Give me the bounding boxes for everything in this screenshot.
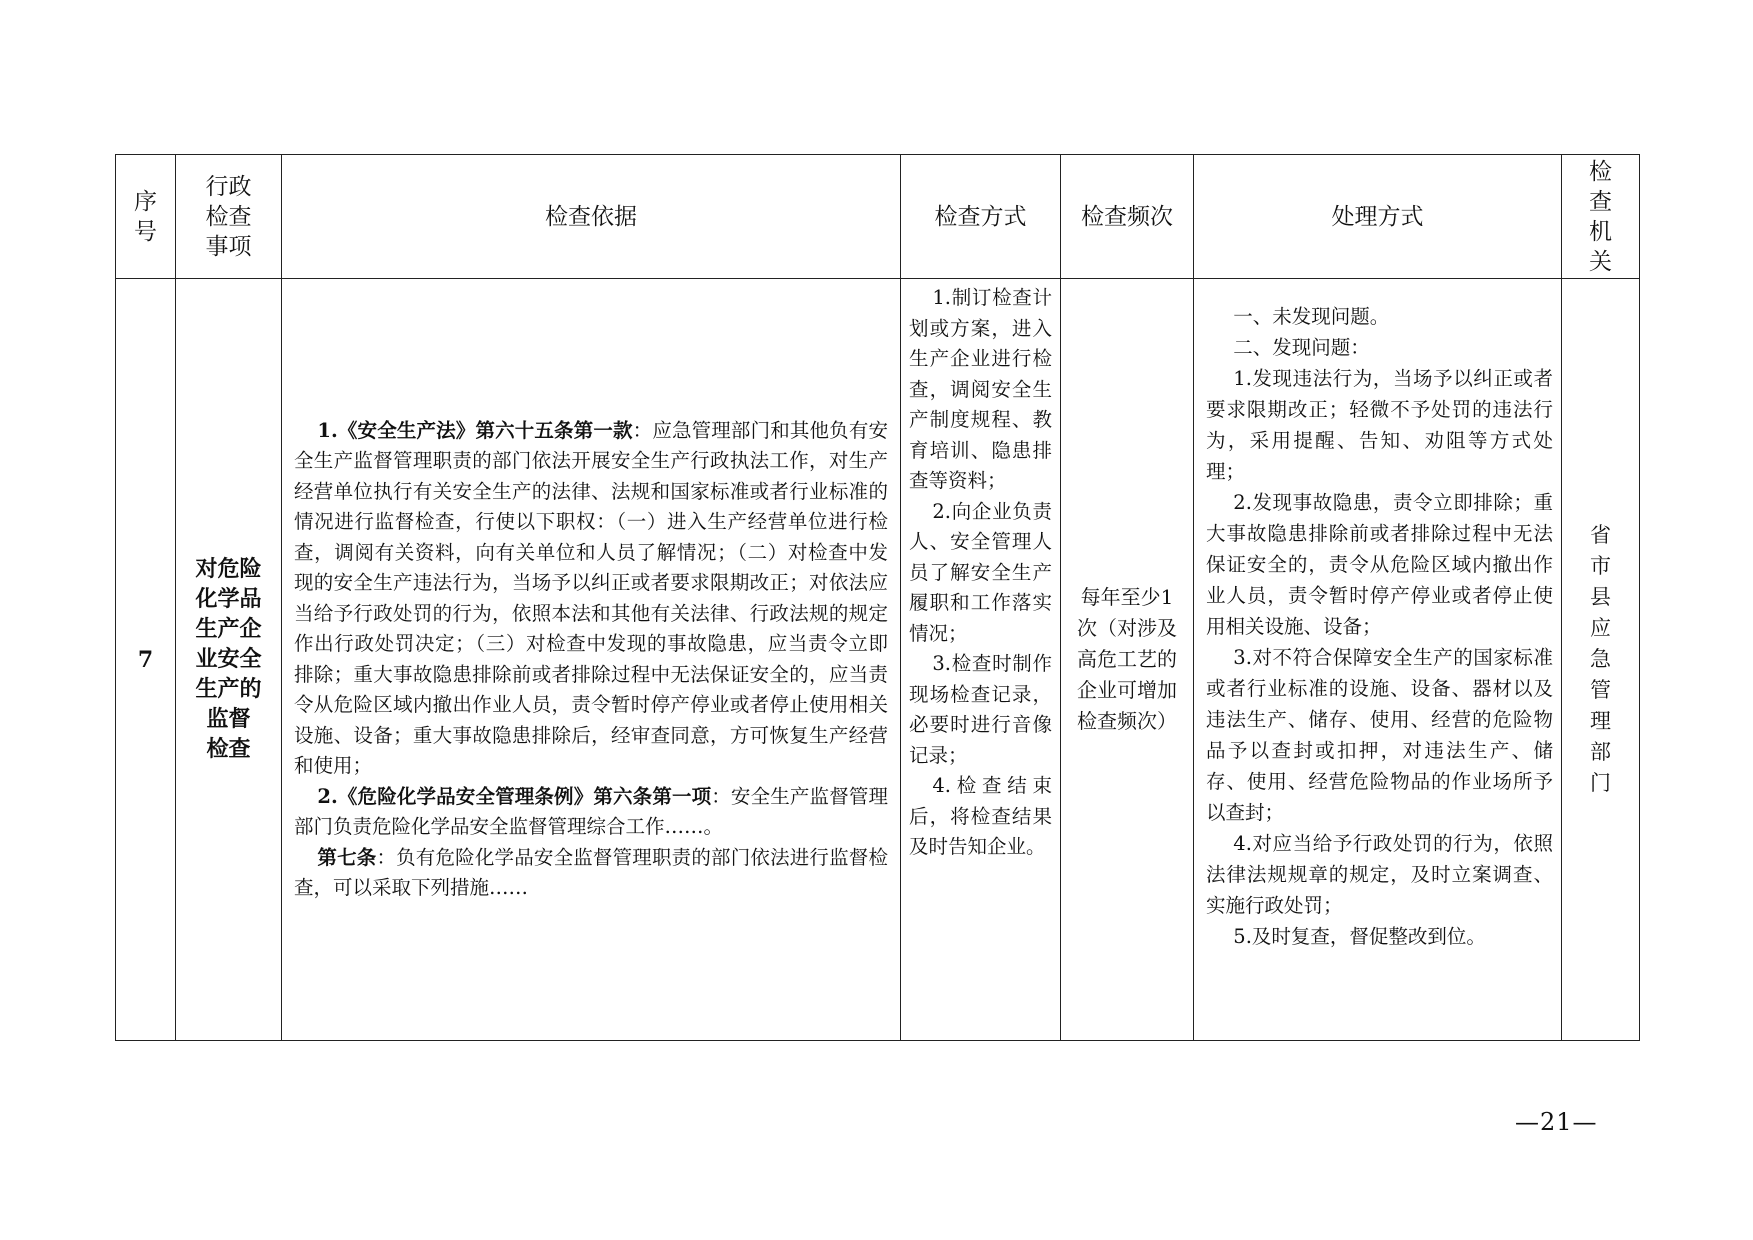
row-handling (1194, 279, 1562, 1041)
basis-paragraph-3 (294, 843, 888, 904)
handling-line: 3.对不符合保障安全生产的国家标准或者行业标准的设施、设备、器材以及违法生产、储存、使用、经营的危险物品予以查封或扣押，对违法生产、储存、使用、经营危险物品的作业场所予以查封； (1206, 646, 1553, 824)
basis-paragraph-1 (294, 416, 888, 782)
table-row (116, 279, 1640, 1041)
basis-text-3: ：负有危险化学品安全监督管理职责的部门依法进行监督检查，可以采取下列措施…… (294, 845, 888, 899)
method-step: 2.向企业负责人、安全管理人员了解安全生产履职和工作落实情况； (909, 499, 1052, 645)
header-frequency: 检查频次 (1061, 155, 1194, 279)
method-step: 1.制订检查计划或方案，进入生产企业进行检查，调阅安全生产制度规程、教育培训、隐患排查等资料； (909, 286, 1052, 492)
page-number: —21— (1515, 1108, 1598, 1136)
basis-text-1: ：应急管理部门和其他负有安全生产监督管理职责的部门依法开展安全生产行政执法工作，对生产经营单位执行有关安全生产的法律、法规和国家标准或者行业标准的情况进行监督检查，行使以下职权：（一）进入生产经营单位进行检查，调阅有关资料，向有关单位和人员了解情况；（二）对检查中发现的安全生产违法行为，当场予以纠正或者要求限期改正；对依法应当给予行政处罚的行为，依照本法和其他有关法律、行政法规的规定作出行政处罚决定；（三）对检查中发现的事故隐患，应当责令立即排除；重大事故隐患排除前或者排除过程中无法保证安全的，应当责令从危险区域内撤出作业人员，责令暂时停产停业或者停止使用相关设施、设备；重大事故隐患排除后，经审查同意，方可恢复生产经营和使用； (294, 418, 888, 777)
header-handling: 处理方式 (1194, 155, 1562, 279)
handling-line: 4.对应当给予行政处罚的行为，依照法律法规规章的规定，及时立案调查、实施行政处罚； (1206, 832, 1553, 917)
method-step: 4.检查结束后，将检查结果及时告知企业。 (909, 774, 1052, 858)
basis-text-2: ：安全生产监督管理部门负责危险化学品安全监督管理综合工作……。 (294, 784, 888, 838)
header-method: 检查方式 (901, 155, 1061, 279)
header-agency: 检 查 机 关 (1562, 155, 1640, 279)
row-basis (282, 279, 901, 1041)
basis-title-3: 第七条 (317, 845, 377, 869)
handling-line: 1.发现违法行为，当场予以纠正或者要求限期改正；轻微不予处罚的违法行为，采用提醒、告知、劝阻等方式处理； (1206, 367, 1553, 483)
row-frequency: 每年至少1次（对涉及高危工艺的企业可增加检查频次） (1061, 279, 1194, 1041)
handling-line: 二、发现问题： (1233, 336, 1370, 359)
inspection-table (115, 154, 1640, 1041)
table-header-row (116, 155, 1640, 279)
row-method (901, 279, 1061, 1041)
header-seq: 序 号 (116, 155, 176, 279)
row-agency: 省 市 县 应 急 管 理 部 门 (1562, 279, 1640, 1041)
basis-title-2: 2.《危险化学品安全管理条例》第六条第一项 (317, 784, 712, 808)
basis-title-1: 1.《安全生产法》第六十五条第一款 (317, 418, 633, 442)
basis-paragraph-2 (294, 782, 888, 843)
row-seq: 7 (116, 279, 176, 1041)
handling-line: 2.发现事故隐患，责令立即排除；重大事故隐患排除前或者排除过程中无法保证安全的，责令从危险区域内撤出作业人员，责令暂时停产停业或者停止使用相关设施、设备； (1206, 491, 1553, 638)
header-item: 行政 检查 事项 (176, 155, 282, 279)
handling-line: 一、未发现问题。 (1233, 305, 1390, 328)
row-item: 对危险 化学品 生产企 业安全 生产的 监督 检查 (176, 279, 282, 1041)
header-basis: 检查依据 (282, 155, 901, 279)
handling-line: 5.及时复查，督促整改到位。 (1233, 925, 1486, 948)
method-step: 3.检查时制作现场检查记录，必要时进行音像记录； (909, 652, 1052, 767)
